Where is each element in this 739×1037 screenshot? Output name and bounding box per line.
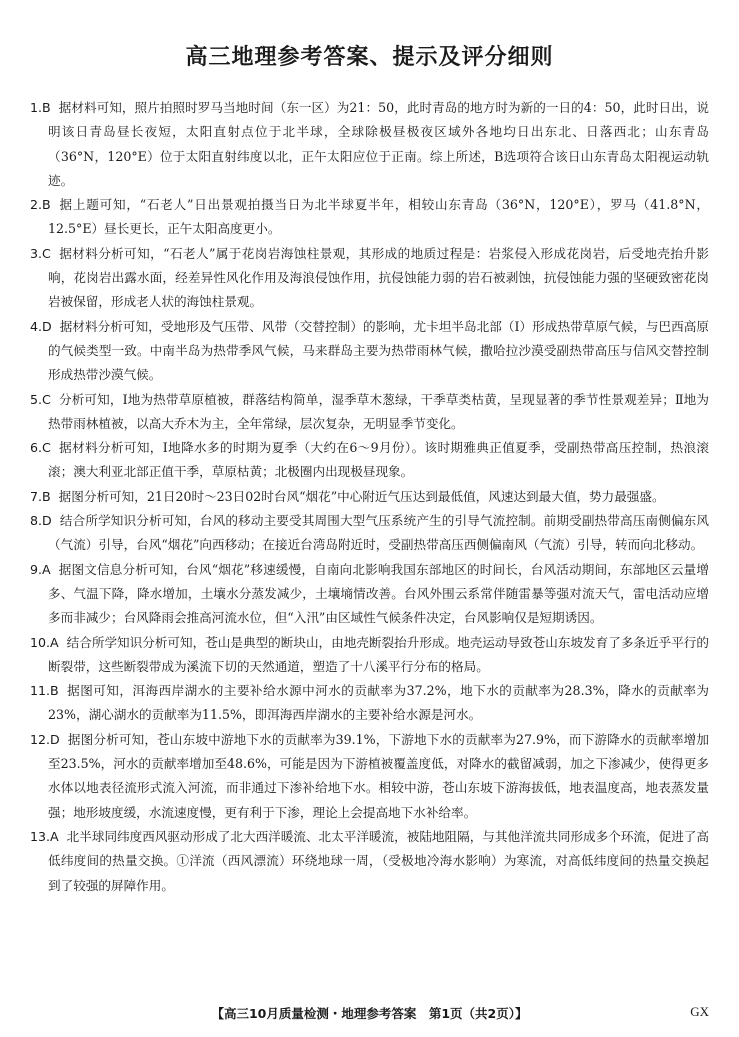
answer-choice: C: [42, 391, 51, 407]
answer-item: [30, 436, 709, 485]
answer-item: [30, 193, 709, 242]
question-number: 1.: [30, 100, 43, 115]
answer-explanation: 据材料分析可知，受地形及气压带、风带（交替控制）的影响，尤卡坦半岛北部（Ⅰ）形成热带草原气候，与巴西高原的气候类型一致。中南半岛为热带季风气候，马来群岛主要为热带雨林气候，撒哈拉沙漠受副热带高压与信风交替控制形成热带沙漠气候。: [48, 318, 709, 383]
answer-explanation: 据图分析可知，苍山东坡中游地下水的贡献率为39.1%，下游地下水的贡献率为27.9%，而下游降水的贡献率增加至23.5%，河水的贡献率增加至48.6%，可能是因为下游植被覆盖度低，对降水的截留减弱，加之下渗减少，使得更多水体以地表径流形式流入河流，而非通过下渗补给地下水。相较中游，苍山东坡下游海拔低，地表温度高，地表蒸发量强；地形坡度缓，水流速度慢，更有利于下渗，理论上会提高地下水补给率。: [48, 731, 709, 820]
answer-explanation: 据材料分析可知，Ⅰ地降水多的时期为夏季（大约在6～9月份）。该时期雅典正值夏季，受副热带高压控制，热浪滚滚；澳大利亚北部正值干季，草原枯黄；北极圈内出现极昼现象。: [48, 440, 709, 480]
question-number: 8.: [30, 513, 43, 529]
answer-choice: A: [42, 561, 51, 577]
page-footer: 【高三10月质量检测・地理参考答案 第1页（共2页）】: [211, 1006, 528, 1021]
question-number: 4.: [30, 318, 43, 334]
answer-explanation: 结合所学知识分析可知，台风的移动主要受其周围大型气压系统产生的引导气流控制。前期受副热带高压南侧偏东风（气流）引导，台风“烟花”向西移动；在接近台湾岛附近时，受副热带高压西侧偏南风（气流）引导，转而向北移动。: [48, 513, 709, 553]
answer-item: [30, 679, 709, 728]
answer-explanation: 北半球同纬度西风驱动形成了北大西洋暖流、北太平洋暖流，被陆地阻隔，与其他洋流共同形成多个环流，促进了高低纬度间的热量交换。①洋流（西风漂流）环绕地球一周，（受极地冷海水影响）为寒流，对高低纬度间的热量交换起到了较强的屏障作用。: [48, 828, 709, 893]
answer-item: [30, 825, 709, 898]
answer-explanation: 据图文信息分析可知，台风“烟花”移速缓慢，自南向北影响我国东部地区的时间长，台风活动期间，东部地区云量增多、气温下降，降水增加，土壤水分蒸发减少，土壤墒情改善。台风外围云系常伴随雷暴等强对流天气，雷电活动应增多而非减少；台风降雨会推高河流水位，但“入汛”由区域性气候条件决定，台风影响仅是短期诱因。: [48, 561, 709, 626]
answer-choice: D: [50, 731, 60, 747]
question-number: 3.: [30, 245, 43, 261]
answer-choice: B: [42, 488, 51, 504]
region-code: GX: [690, 1004, 709, 1019]
answer-item: [30, 558, 709, 631]
answer-explanation: 据图分析可知，21日20时～23日02时台风“烟花”中心附近气压达到最低值，风速达到最大值，势力最强盛。: [58, 488, 665, 504]
answer-choice: B: [42, 100, 51, 115]
answer-choice: C: [42, 440, 51, 456]
answer-list: [30, 96, 709, 898]
question-number: 7.: [30, 488, 43, 504]
answer-item: [30, 728, 709, 825]
answer-item: [30, 242, 709, 315]
question-number: 2.: [30, 197, 43, 213]
answer-explanation: 结合所学知识分析可知，苍山是典型的断块山，由地壳断裂抬升形成。地壳运动导致苍山东坡发育了多条近乎平行的断裂带，这些断裂带成为溪流下切的天然通道，塑造了十八溪平行分布的格局。: [48, 634, 709, 674]
question-number: 10.: [30, 634, 51, 650]
answer-item: [30, 96, 709, 193]
answer-item: [30, 485, 709, 509]
answer-choice: A: [50, 634, 59, 650]
question-number: 11.: [30, 683, 51, 699]
answer-item: [30, 315, 709, 388]
answer-item: [30, 631, 709, 680]
answer-choice: D: [42, 513, 52, 529]
question-number: 12.: [30, 731, 51, 747]
page-title: 高三地理参考答案、提示及评分细则: [185, 45, 554, 70]
answer-choice: B: [42, 197, 51, 213]
answer-choice: C: [42, 245, 51, 261]
answer-explanation: 据材料分析可知，“石老人”属于花岗岩海蚀柱景观，其形成的地质过程是：岩浆侵入形成花岗岩，后受地壳抬升影响，花岗岩出露水面，经差异性风化作用及海浪侵蚀作用，抗侵蚀能力弱的岩石被剥蚀，抗侵蚀能力强的坚硬致密花岗岩被保留，形成老人状的海蚀柱景观。: [48, 245, 709, 310]
answer-explanation: 据图可知，洱海西岸湖水的主要补给水源中河水的贡献率为37.2%，地下水的贡献率为28.3%，降水的贡献率为23%，湖心湖水的贡献率为11.5%，即洱海西岸湖水的主要补给水源是河水。: [48, 683, 709, 723]
question-number: 5.: [30, 391, 43, 407]
answer-item: [30, 509, 709, 558]
answer-explanation: 分析可知，Ⅰ地为热带草原植被，群落结构简单，湿季草木葱绿，干季草类枯黄，呈现显著的季节性景观差异；Ⅱ地为热带雨林植被，以高大乔木为主，全年常绿，层次复杂，无明显季节变化。: [48, 391, 709, 431]
question-number: 6.: [30, 440, 43, 456]
answer-choice: D: [42, 318, 52, 334]
answer-explanation: 据上题可知，“石老人”日出景观拍摄当日为北半球夏半年，相较山东青岛（36°N，120°E），罗马（41.8°N，12.5°E）昼长更长，正午太阳高度更小。: [48, 197, 709, 237]
answer-item: [30, 388, 709, 437]
answer-explanation: 据材料可知，照片拍照时罗马当地时间（东一区）为21：50，此时青岛的地方时为新的一日的4：50，此时日出，说明该日青岛昼长夜短，太阳直射点位于北半球，全球除极昼极夜区域外各地均日出东北、日落西北；山东青岛（36°N，120°E）位于太阳直射纬度以北，正午太阳应位于正南。综上所述，B选项符合该日山东青岛太阳视运动轨迹。: [48, 100, 709, 188]
question-number: 9.: [30, 561, 43, 577]
answer-choice: A: [50, 828, 59, 844]
answer-choice: B: [50, 683, 59, 699]
question-number: 13.: [30, 828, 51, 844]
